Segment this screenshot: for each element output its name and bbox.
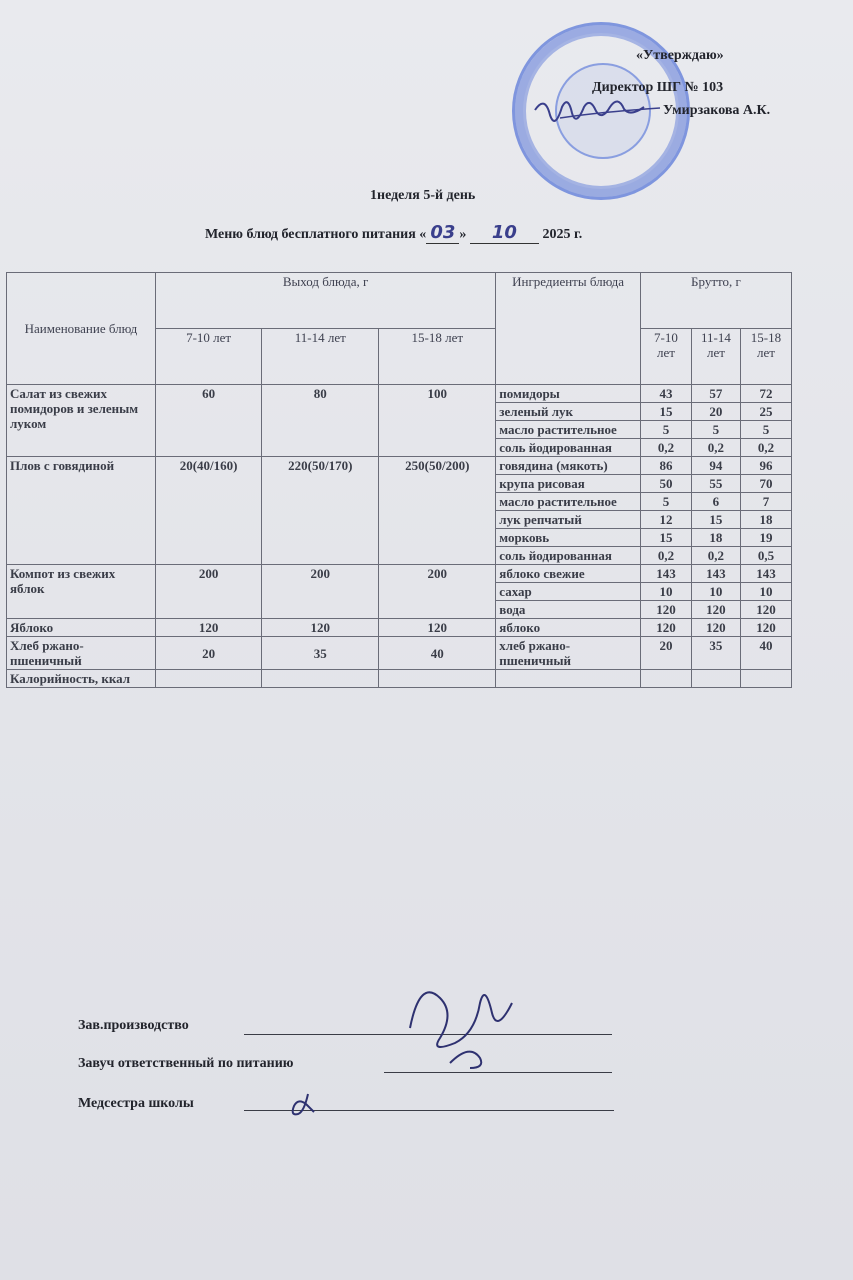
calories-label: Калорийность, ккал: [7, 670, 156, 688]
brutto-value: 10: [640, 583, 691, 601]
brutto-value: 120: [640, 601, 691, 619]
brutto-value: 5: [640, 421, 691, 439]
brutto-value: 0,2: [691, 547, 740, 565]
brutto-value: 86: [640, 457, 691, 475]
brutto-value: 15: [640, 529, 691, 547]
ingredient-name: соль йодированная: [496, 439, 641, 457]
brutto-value: 0,2: [640, 439, 691, 457]
brutto-value: 0,2: [640, 547, 691, 565]
ingredient-name: говядина (мякоть): [496, 457, 641, 475]
col-output: Выход блюда, г: [155, 273, 495, 329]
ingredient-name: лук репчатый: [496, 511, 641, 529]
dish-output: 40: [379, 637, 496, 670]
approval-director: Директор ШГ № 103: [592, 80, 724, 95]
brutto-age-2: 11-14 лет: [691, 329, 740, 385]
brutto-value: 55: [691, 475, 740, 493]
brutto-value: 0,5: [740, 547, 791, 565]
ingredient-name: вода: [496, 601, 641, 619]
nurse-signature: [286, 1088, 326, 1120]
col-ingredients: Ингредиенты блюда: [496, 273, 641, 385]
dish-name: Салат из свежих помидоров и зеленым луком: [7, 385, 156, 457]
brutto-value: 120: [740, 619, 791, 637]
dish-output: 120: [155, 619, 261, 637]
brutto-value: 40: [740, 637, 791, 670]
menu-body: [7, 385, 792, 688]
brutto-value: 57: [691, 385, 740, 403]
ingredient-name: зеленый лук: [496, 403, 641, 421]
dish-output: 200: [155, 565, 261, 619]
production-signature: [390, 968, 530, 1078]
age-col-1: 7-10 лет: [155, 329, 261, 385]
director-signature: [530, 90, 670, 130]
ingredient-name: морковь: [496, 529, 641, 547]
dish-output: 250(50/200): [379, 457, 496, 565]
sig-nurse-label: Медсестра школы: [78, 1096, 194, 1111]
dish-name: Яблоко: [7, 619, 156, 637]
dish-name: Хлеб ржано-пшеничный: [7, 637, 156, 670]
dish-output: 120: [379, 619, 496, 637]
ingredient-name: масло растительное: [496, 493, 641, 511]
dish-output: 20: [155, 637, 261, 670]
dish-output: 35: [262, 637, 379, 670]
approval-title: «Утверждаю»: [636, 48, 724, 63]
brutto-value: 120: [740, 601, 791, 619]
dish-output: 100: [379, 385, 496, 457]
brutto-value: 50: [640, 475, 691, 493]
brutto-value: 18: [691, 529, 740, 547]
brutto-value: 15: [691, 511, 740, 529]
brutto-value: 25: [740, 403, 791, 421]
dish-output: 200: [379, 565, 496, 619]
brutto-value: 0,2: [691, 439, 740, 457]
dish-output: 120: [262, 619, 379, 637]
ingredient-name: крупа рисовая: [496, 475, 641, 493]
dish-output: 20(40/160): [155, 457, 261, 565]
brutto-value: 0,2: [740, 439, 791, 457]
brutto-value: 20: [691, 403, 740, 421]
brutto-value: 120: [691, 601, 740, 619]
menu-table: [6, 272, 792, 688]
brutto-value: 143: [740, 565, 791, 583]
ingredient-name: яблоко: [496, 619, 641, 637]
brutto-value: 10: [691, 583, 740, 601]
ingredient-name: помидоры: [496, 385, 641, 403]
brutto-age-3: 15-18 лет: [740, 329, 791, 385]
ingredient-name: сахар: [496, 583, 641, 601]
brutto-value: 19: [740, 529, 791, 547]
brutto-value: 143: [691, 565, 740, 583]
brutto-value: 5: [691, 421, 740, 439]
brutto-value: 120: [640, 619, 691, 637]
brutto-value: 35: [691, 637, 740, 670]
ingredient-name: хлеб ржано-пшеничный: [496, 637, 641, 670]
dish-output: 60: [155, 385, 261, 457]
approval-name: Умирзакова А.К.: [663, 103, 771, 118]
brutto-value: 120: [691, 619, 740, 637]
brutto-value: 7: [740, 493, 791, 511]
brutto-age-1: 7-10 лет: [640, 329, 691, 385]
brutto-value: 5: [740, 421, 791, 439]
ingredient-name: яблоко свежие: [496, 565, 641, 583]
brutto-value: 96: [740, 457, 791, 475]
brutto-value: 6: [691, 493, 740, 511]
menu-month: 10: [470, 222, 539, 244]
brutto-value: 18: [740, 511, 791, 529]
age-col-3: 15-18 лет: [379, 329, 496, 385]
brutto-value: 5: [640, 493, 691, 511]
brutto-value: 143: [640, 565, 691, 583]
menu-day: 03: [426, 222, 459, 244]
ingredient-name: соль йодированная: [496, 547, 641, 565]
sig-head-teacher-label: Завуч ответственный по питанию: [78, 1056, 294, 1071]
sig-head-teacher-line: [384, 1072, 612, 1073]
col-brutto: Брутто, г: [640, 273, 791, 329]
brutto-value: 12: [640, 511, 691, 529]
brutto-value: 70: [740, 475, 791, 493]
brutto-value: 15: [640, 403, 691, 421]
dish-name: Компот из свежих яблок: [7, 565, 156, 619]
week-day-title: 1неделя 5-й день: [370, 188, 476, 203]
col-dish-name: Наименование блюд: [7, 273, 156, 385]
brutto-value: 94: [691, 457, 740, 475]
age-col-2: 11-14 лет: [262, 329, 379, 385]
menu-title: Меню блюд бесплатного питания « 03 » 10 2025 г.: [205, 222, 583, 243]
dish-output: 200: [262, 565, 379, 619]
brutto-value: 10: [740, 583, 791, 601]
dish-name: Плов с говядиной: [7, 457, 156, 565]
ingredient-name: масло растительное: [496, 421, 641, 439]
brutto-value: 20: [640, 637, 691, 670]
dish-output: 220(50/170): [262, 457, 379, 565]
dish-output: 80: [262, 385, 379, 457]
brutto-value: 72: [740, 385, 791, 403]
brutto-value: 43: [640, 385, 691, 403]
sig-production-label: Зав.производство: [78, 1018, 189, 1033]
